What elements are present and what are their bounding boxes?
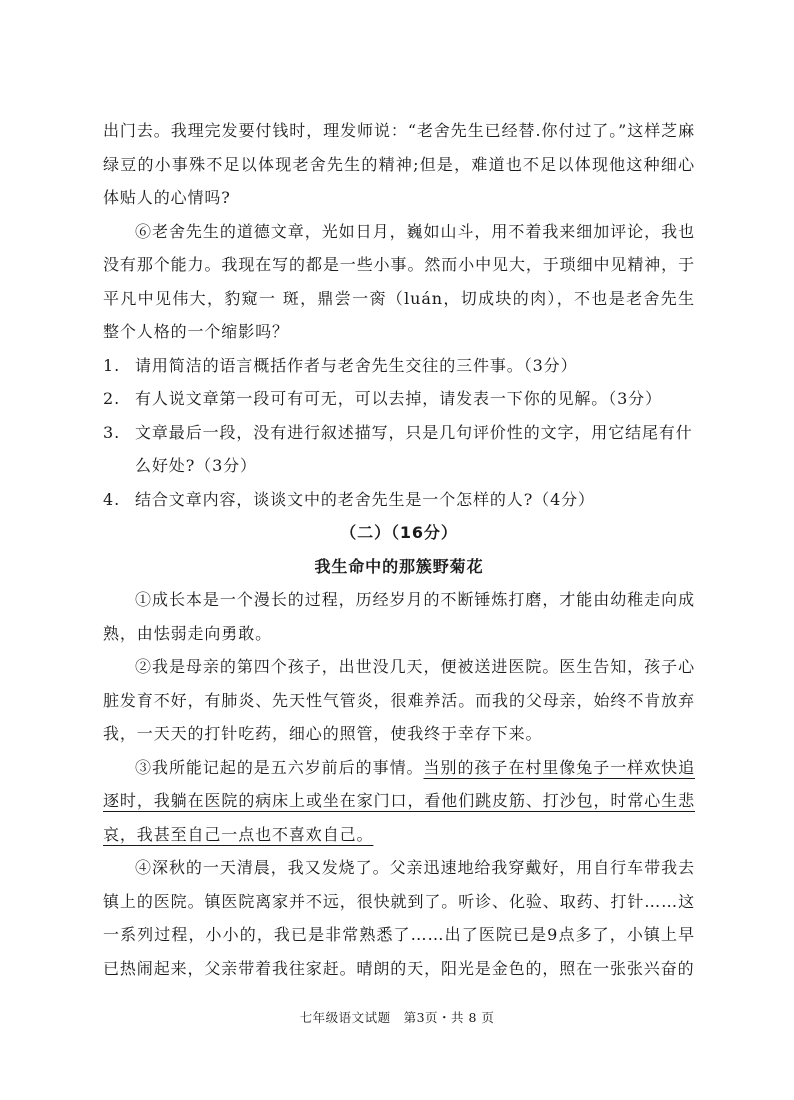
question-number: 4. <box>103 489 121 509</box>
question-number: 3. <box>103 422 121 442</box>
passage-paragraph-6: ⑥老舍先生的道德文章，光如日月，巍如山斗，用不着我来细加评论，我也没有那个能力。我现在写的都是一些小事。然而小中见大，于琐细中见精神，于平凡中见伟大，豹窥一 斑，鼎尝一脔（luán，切成块的肉），不也是老舍先生整个人格的一个缩影吗？ <box>103 221 695 341</box>
question-text: 有人说文章第一段可有可无，可以去掉，请发表一下你的见解。（3分） <box>135 389 662 408</box>
question-number: 1. <box>103 355 121 375</box>
essay-paragraph-3-lead: ③我所能记起的是五六岁前后的事情。 <box>135 757 424 777</box>
essay-paragraph-3 <box>103 751 695 852</box>
section-heading: （二）（16分） <box>340 523 458 542</box>
passage-paragraph-5-tail: 出门去。我理完发要付钱时，理发师说：“老舍先生已经替.你付过了。”这样芝麻绿豆的小事殊不足以体现老舍先生的精神;但是，难道也不足以体现他这种细心体贴人的心情吗? <box>103 121 695 207</box>
question-item <box>103 483 695 517</box>
question-number: 2. <box>103 389 121 408</box>
question-item <box>103 416 695 483</box>
question-list <box>103 349 695 517</box>
question-item <box>103 349 695 383</box>
question-text: 结合文章内容，谈谈文中的老舍先生是一个怎样的人?（4分） <box>135 489 595 509</box>
page-footer: 七年级语文试题 第3页・共 8 页 <box>299 1010 495 1025</box>
page-content <box>103 114 695 985</box>
underlined-sentence: 当别的孩子在村里像兔子一样欢快追逐时，我躺在医院的病床上或坐在家门口，看他们跳皮筋、打沙包，时常心生悲哀，我甚至自己一点也不喜欢自己。 <box>103 757 695 844</box>
essay-paragraph-4: ④深秋的一天清晨，我又发烧了。父亲迅速地给我穿戴好，用自行车带我去镇上的医院。镇医院离家并不远，很快就到了。听诊、化验、取药、打针……这一系列过程，小小的，我已是非常熟悉了……出了医院已是9点多了，小镇上早已热闹起来，父亲带着我往家赶。晴朗的天，阳光是金色的，照在一张张兴奋的 <box>103 858 695 978</box>
essay-title: 我生命中的那簇野菊花 <box>314 556 484 576</box>
question-text: 请用简洁的语言概括作者与老舍先生交往的三件事。（3分） <box>135 355 578 375</box>
essay-paragraph-2: ②我是母亲的第四个孩子，出世没几天，便被送进医院。医生告知，孩子心脏发育不好，有肺炎、先天性气管炎，很难养活。而我的父母亲，始终不肯放弃我，一天天的打针吃药，细心的照管，使我终于幸存下来。 <box>103 657 695 743</box>
question-text: 文章最后一段，没有进行叙述描写，只是几句评价性的文字，用它结尾有什么好处?（3分） <box>135 422 693 475</box>
essay-paragraph-1: ①成长本是一个漫长的过程，历经岁月的不断锤炼打磨，才能由幼稚走向成熟，由怯弱走向勇敢。 <box>103 590 695 643</box>
question-item <box>103 382 695 416</box>
